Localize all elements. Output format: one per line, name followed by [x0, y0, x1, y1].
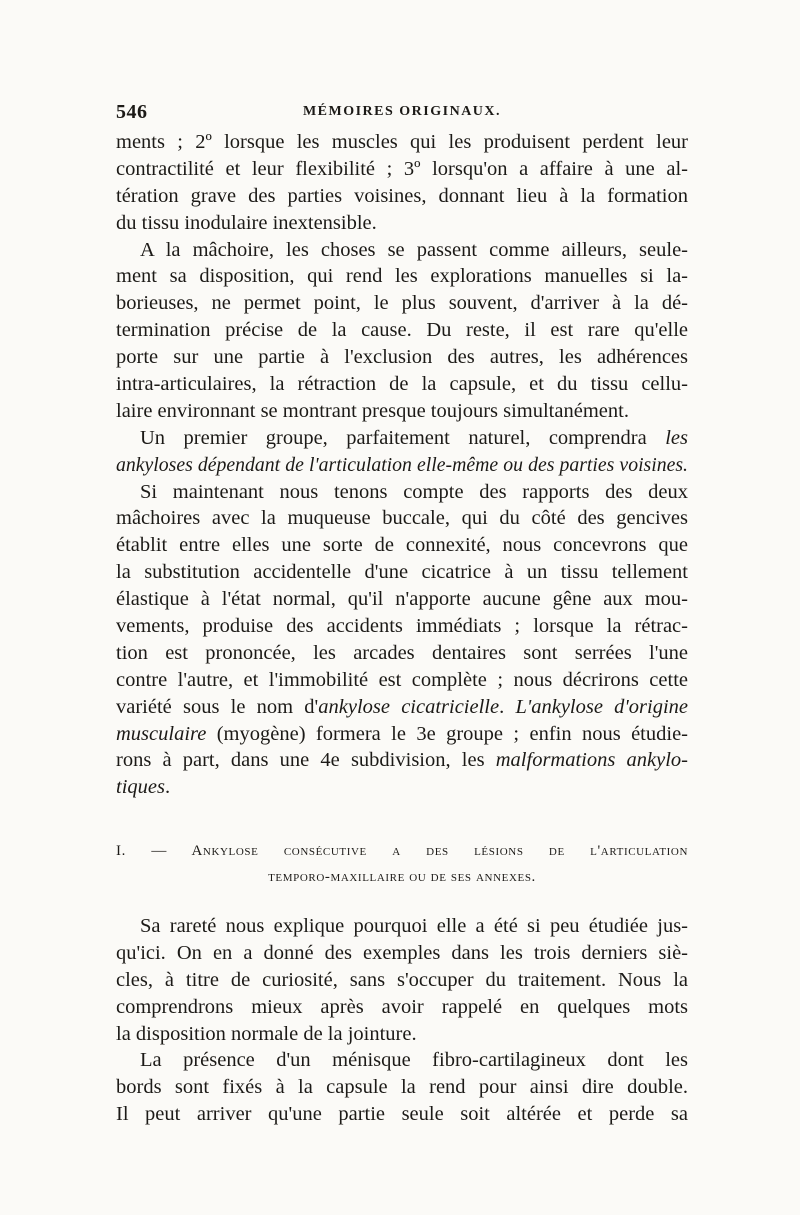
text-segment: variété sous le nom d': [116, 695, 319, 718]
text-line: [116, 940, 688, 967]
body-text-lower: [116, 913, 688, 1128]
text-segment: Sa rareté nous explique pourquoi elle a été si peu étudiée jus-: [140, 915, 688, 937]
text-segment: du tissu inodulaire inextensible.: [116, 211, 377, 234]
page-header: [116, 101, 688, 125]
text-segment: tération grave des parties voisines, donnant lieu à la formation: [116, 184, 688, 207]
text-segment: borieuses, ne permet point, le plus souvent, d'arriver à la dé-: [116, 292, 688, 315]
text-segment: la disposition normale de la jointure.: [116, 1022, 417, 1045]
text-line: [116, 183, 688, 210]
section-heading: [116, 838, 688, 890]
text-line: [116, 425, 688, 452]
text-line: [116, 317, 688, 344]
italic-text: L'ankylose d'origine: [515, 695, 689, 718]
text-segment: .: [164, 776, 171, 799]
text-segment: la substitution accidentelle d'une cicatrice à un tissu tellement: [116, 561, 688, 584]
text-line: [116, 774, 688, 801]
text-line: [116, 994, 688, 1021]
text-line: [116, 721, 688, 748]
text-line: [116, 263, 688, 290]
italic-text: musculaire: [116, 722, 207, 745]
text-segment: A la mâchoire, les choses se passent comme ailleurs, seule-: [140, 238, 688, 261]
text-line: [116, 156, 688, 183]
text-segment: ments ; 2º lorsque les muscles qui les produisent perdent leur: [116, 131, 688, 153]
running-head: MÉMOIRES ORIGINAUX.: [302, 104, 502, 119]
text-segment: ment sa disposition, qui rend les explorations manuelles si la-: [116, 265, 688, 288]
italic-text: les: [665, 426, 688, 449]
text-line: [116, 559, 688, 586]
text-segment: La présence d'un ménisque fibro-cartilagineux dont les: [140, 1049, 688, 1072]
text-line: [116, 1021, 688, 1048]
text-line: [116, 1101, 688, 1128]
text-line: [116, 398, 688, 425]
body-text-upper: [116, 129, 688, 801]
text-segment: contractilité et leur flexibilité ; 3º lorsqu'on a affaire à une al-: [116, 157, 688, 180]
text-line: [116, 237, 688, 264]
text-line: [116, 667, 688, 694]
text-line: [116, 290, 688, 317]
text-segment: termination précise de la cause. Du reste, il est rare qu'elle: [116, 319, 688, 342]
section-heading-line-2: temporo-maxillaire ou de ses annexes.: [268, 869, 536, 885]
text-segment: Un premier groupe, parfaitement naturel, comprendra: [140, 426, 666, 449]
text-segment: intra-articulaires, la rétraction de la capsule, et du tissu cellu-: [116, 373, 688, 396]
text-line: [116, 613, 688, 640]
text-segment: Il peut arriver qu'une partie seule soit altérée et perde sa: [116, 1103, 688, 1126]
text-segment: mâchoires avec la muqueuse buccale, qui du côté des gencives: [116, 507, 688, 530]
text-line: [116, 532, 688, 559]
text-line: [116, 344, 688, 371]
text-line: [116, 129, 688, 156]
text-line: [116, 479, 688, 506]
page-number: 546: [116, 101, 148, 123]
italic-text: malformations ankylo-: [495, 749, 688, 772]
text-line: [116, 1074, 688, 1101]
text-line: [116, 747, 688, 774]
italic-text: ankyloses dépendant de l'articulation elle-même ou des parties voisines.: [116, 453, 688, 476]
text-segment: (myogène) formera le 3e groupe ; enfin nous étudie-: [206, 722, 688, 745]
text-segment: élastique à l'état normal, qu'il n'apporte aucune gêne aux mou-: [116, 588, 688, 611]
text-line: [116, 967, 688, 994]
italic-text: tiques: [116, 776, 165, 799]
text-segment: comprendrons mieux après avoir rappelé en quelques mots: [116, 995, 688, 1018]
text-line: [116, 694, 688, 721]
text-segment: porte sur une partie à l'exclusion des autres, les adhérences: [116, 346, 688, 369]
text-segment: vements, produise des accidents immédiats ; lorsque la rétrac-: [116, 615, 688, 638]
text-segment: .: [499, 695, 516, 718]
text-segment: bords sont fixés à la capsule la rend pour ainsi dire double.: [116, 1076, 688, 1099]
section-heading-line-1: I. — Ankylose consécutive a des lésions de l'articulation: [116, 843, 688, 859]
text-line: [116, 505, 688, 532]
text-segment: contre l'autre, et l'immobilité est complète ; nous décrirons cette: [116, 668, 688, 691]
italic-text: ankylose cicatricielle: [318, 695, 500, 718]
text-line: [116, 1047, 688, 1074]
text-segment: qu'ici. On en a donné des exemples dans les trois derniers siè-: [116, 941, 688, 964]
text-line: [116, 640, 688, 667]
text-segment: laire environnant se montrant presque toujours simultanément.: [116, 399, 629, 422]
text-segment: rons à part, dans une 4e subdivision, les: [116, 749, 496, 772]
text-line: [116, 371, 688, 398]
text-line: [116, 452, 688, 479]
text-segment: cles, à titre de curiosité, sans s'occuper du traitement. Nous la: [116, 968, 688, 991]
text-segment: Si maintenant nous tenons compte des rapports des deux: [140, 480, 688, 503]
text-segment: établit entre elles une sorte de connexité, nous concevrons que: [116, 534, 688, 557]
text-line: [116, 913, 688, 940]
text-segment: tion est prononcée, les arcades dentaires sont serrées l'une: [116, 641, 688, 664]
text-line: [116, 210, 688, 237]
text-line: [116, 586, 688, 613]
